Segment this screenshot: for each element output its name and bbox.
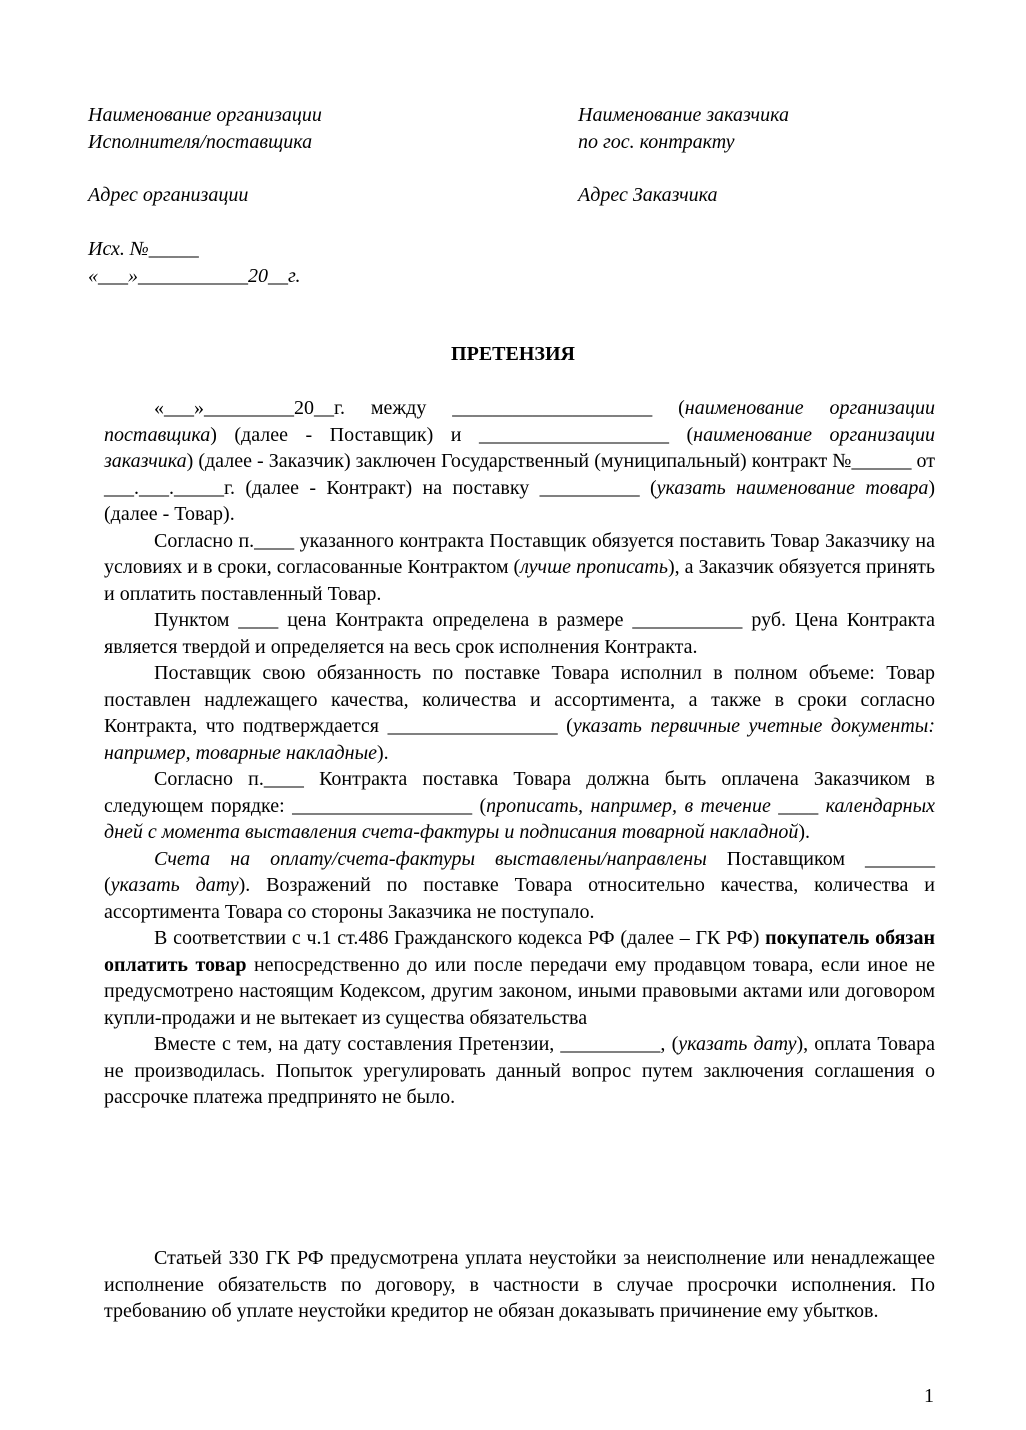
recipient-name-line1: Наименование заказчика xyxy=(578,104,789,126)
outgoing-date: «___»___________20__г. xyxy=(88,265,301,287)
paragraph-price: Пунктом ____ цена Контракта определена в размере ___________ руб. Цена Контракта является твердой и определяется на весь срок исполнения Контракта. xyxy=(104,609,935,658)
document-body xyxy=(104,395,935,1111)
page-number: 1 xyxy=(924,1385,934,1407)
sender-org-name-line1: Наименование организации xyxy=(88,104,322,126)
paragraph-payment-terms: Согласно п.____ Контракта поставка Товара должна быть оплачена Заказчиком в следующем порядке: __________________ (прописать, например, в течение ____ календарных дней с момента выставления счета-фактуры и подписания товарной накладной). xyxy=(104,768,935,843)
document-title: ПРЕТЕНЗИЯ xyxy=(451,343,575,365)
recipient-name-line2: по гос. контракту xyxy=(578,131,735,153)
recipient-address: Адрес Заказчика xyxy=(578,184,718,206)
sender-address: Адрес организации xyxy=(88,184,249,206)
paragraph-obligations: Согласно п.____ указанного контракта Поставщик обязуется поставить Товар Заказчику на условиях и в сроки, согласованные Контрактом (лучше прописать), а Заказчик обязуется принять и оплатить поставленный Товар. xyxy=(104,529,936,605)
paragraph-penalty: Статьей 330 ГК РФ предусмотрена уплата неустойки за неисполнение или ненадлежащее исполнение обязательств по договору, в частности в случае просрочки исполнения. По требованию об уплате неустойки кредитор не обязан доказывать причинение ему убытков. xyxy=(104,1247,935,1322)
sender-org-name-line2: Исполнителя/поставщика xyxy=(88,131,313,153)
sender-block xyxy=(88,102,548,209)
recipient-block xyxy=(578,102,1026,209)
paragraph-contract: «___»_________20__г. между ____________________ (наименование организации поставщика) (далее - Поставщик) и ___________________ (наименование организации заказчика) (далее - Заказчик) заключен Государственный (муниципальный) контракт №______ от ___.___._____г. (далее - Контракт) на поставку __________ (указать наименование товара) (далее - Товар). xyxy=(104,397,935,525)
document-body-continued xyxy=(104,1245,935,1325)
outgoing-reference xyxy=(88,236,301,290)
paragraph-non-payment: Вместе с тем, на дату составления Претензии, __________, (указать дату), оплата Товара не производилась. Попыток урегулировать данный вопрос путем заключения соглашения о рассрочке платежа предпринято не было. xyxy=(104,1033,935,1108)
paragraph-delivery: Поставщик свою обязанность по поставке Товара исполнил в полном объеме: Товар поставлен надлежащего качества, количества и ассортимента, а также в сроки согласно Контракта, что подтверждается _________________ (указать первичные учетные документы: например, товарные накладные). xyxy=(104,662,935,764)
outgoing-number: Исх. №_____ xyxy=(88,238,199,260)
paragraph-invoices: Счета на оплату/счета-фактуры выставлены/направлены Поставщиком _______ (указать дату). Возражений по поставке Товара относительно качества, количества и ассортимента Товара со стороны Заказчика не поступало. xyxy=(104,847,935,923)
paragraph-civil-code: В соответствии с ч.1 ст.486 Гражданского кодекса РФ (далее – ГК РФ) покупатель обязан оплатить товар непосредственно до или после передачи ему продавцом товара, если иное не предусмотрено настоящим Кодексом, другим законом, иными правовыми актами или договором купли-продажи и не вытекает из существа обязательства xyxy=(104,927,935,1029)
